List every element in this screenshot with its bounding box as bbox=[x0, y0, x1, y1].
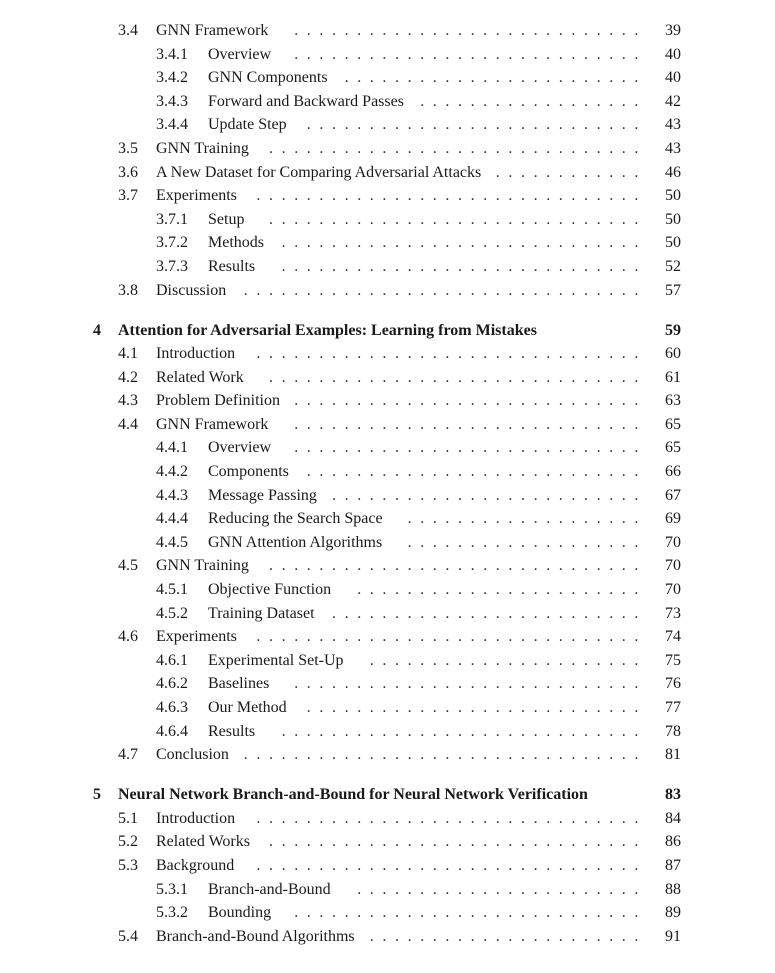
toc-subsection-entry[interactable] bbox=[0, 90, 775, 114]
toc-entry-title: Our Method bbox=[208, 699, 287, 717]
toc-section-entry[interactable] bbox=[0, 19, 775, 43]
toc-entry-title: Overview bbox=[208, 439, 272, 457]
toc-entry-number: 3.5 bbox=[118, 139, 138, 157]
toc-entry-title: GNN Components bbox=[208, 69, 328, 87]
toc-entry-title: GNN Framework bbox=[156, 415, 269, 433]
toc-entry-page: 88 bbox=[665, 880, 681, 898]
dot-leader: ............................... bbox=[256, 187, 647, 205]
toc-entry-number: 5.1 bbox=[118, 809, 138, 827]
toc-entry-page: 67 bbox=[665, 486, 681, 504]
toc-entry-number: 3.7.3 bbox=[156, 257, 188, 275]
toc-section-entry[interactable] bbox=[0, 413, 775, 437]
toc-entry-number: 5 bbox=[93, 786, 101, 804]
toc-entry-title: Experiments bbox=[156, 187, 237, 205]
toc-entry-number: 5.3.1 bbox=[156, 880, 188, 898]
dot-leader: ............................ bbox=[294, 22, 647, 39]
toc-section-entry[interactable] bbox=[0, 925, 775, 949]
toc-section-entry[interactable] bbox=[0, 854, 775, 878]
toc-entry-page: 70 bbox=[665, 557, 681, 575]
toc-entry-page: 91 bbox=[665, 927, 681, 945]
toc-entry-title: Forward and Backward Passes bbox=[208, 92, 404, 110]
toc-entry-number: 3.4.4 bbox=[156, 116, 188, 134]
toc-entry-number: 4.4.2 bbox=[156, 463, 188, 481]
toc-entry-title: Introduction bbox=[156, 345, 236, 363]
toc-entry-title: Bounding bbox=[208, 904, 272, 922]
dot-leader: .................. bbox=[420, 92, 647, 110]
toc-entry-number: 3.8 bbox=[118, 281, 138, 299]
toc-entry-number: 4.5 bbox=[118, 557, 138, 575]
toc-entry-title: Methods bbox=[208, 234, 264, 252]
toc-entry-number: 4.4.5 bbox=[156, 533, 188, 551]
toc-entry-title: Update Step bbox=[208, 116, 287, 134]
dot-leader: ............................ bbox=[294, 904, 647, 922]
toc-section-entry[interactable] bbox=[0, 625, 775, 649]
toc-entry-page: 43 bbox=[665, 139, 681, 157]
toc-subsection-entry[interactable] bbox=[0, 113, 775, 137]
dot-leader: ............................. bbox=[281, 234, 647, 252]
toc-entry-page: 43 bbox=[665, 116, 681, 134]
dot-leader: ........................... bbox=[306, 463, 647, 481]
dot-leader: ...................... bbox=[369, 927, 647, 945]
toc-section-entry[interactable] bbox=[0, 161, 775, 185]
dot-leader: ............................. bbox=[281, 257, 647, 275]
toc-entry-title: Training Dataset bbox=[208, 604, 315, 622]
toc-entry-number: 4.6.3 bbox=[156, 699, 188, 717]
toc-entry-page: 76 bbox=[665, 675, 681, 693]
toc-entry-page: 70 bbox=[665, 581, 681, 599]
toc-entry-title: Problem Definition bbox=[156, 392, 280, 410]
toc-subsection-entry[interactable] bbox=[0, 66, 775, 90]
toc-entry-page: 86 bbox=[665, 833, 681, 851]
toc-subsection-entry[interactable] bbox=[0, 720, 775, 744]
toc-entry-title: Reducing the Search Space bbox=[208, 510, 383, 528]
toc-entry-page: 50 bbox=[665, 234, 681, 252]
dot-leader: ............ bbox=[495, 163, 647, 181]
dot-leader: .............................. bbox=[269, 210, 647, 228]
dot-leader: ................................ bbox=[243, 281, 647, 299]
dot-leader: ................... bbox=[407, 510, 647, 528]
toc-section-entry[interactable] bbox=[0, 830, 775, 854]
toc-entry-title: Experimental Set-Up bbox=[208, 651, 344, 669]
toc-entry-page: 87 bbox=[665, 856, 681, 874]
dot-leader: ........................... bbox=[306, 116, 647, 134]
toc-entry-page: 70 bbox=[665, 533, 681, 551]
toc-entry-page: 40 bbox=[665, 45, 681, 63]
toc-entry-title: Related Work bbox=[156, 368, 244, 386]
toc-entry-title: Conclusion bbox=[156, 746, 229, 764]
toc-subsection-entry[interactable] bbox=[0, 696, 775, 720]
toc-entry-page: 52 bbox=[665, 257, 681, 275]
toc-entry-number: 4.5.2 bbox=[156, 604, 188, 622]
toc-section-entry[interactable] bbox=[0, 279, 775, 303]
toc-entry-title: Message Passing bbox=[208, 486, 317, 504]
toc-entry-page: 60 bbox=[665, 345, 681, 363]
toc-entry-number: 5.2 bbox=[118, 833, 138, 851]
toc-entry-title: Introduction bbox=[156, 809, 236, 827]
dot-leader: ................... bbox=[407, 533, 647, 551]
toc-section-entry[interactable] bbox=[0, 137, 775, 161]
toc-entry-title: Setup bbox=[208, 210, 245, 228]
toc-subsection-entry[interactable] bbox=[0, 649, 775, 673]
dot-leader: .............................. bbox=[269, 557, 647, 575]
toc-entry-page: 50 bbox=[665, 187, 681, 205]
dot-leader: .............................. bbox=[269, 833, 647, 851]
toc-entry-page: 40 bbox=[665, 69, 681, 87]
dot-leader: ............................... bbox=[256, 809, 647, 827]
toc-entry-page: 61 bbox=[665, 368, 681, 386]
toc-subsection-entry[interactable] bbox=[0, 531, 775, 555]
toc-entry-number: 4 bbox=[93, 321, 101, 339]
toc-entry-number: 3.4.2 bbox=[156, 69, 188, 87]
toc-entry-page: 42 bbox=[665, 92, 681, 110]
toc-entry-title: Baselines bbox=[208, 675, 270, 693]
toc-entry-number: 3.4.3 bbox=[156, 92, 188, 110]
toc-entry-page: 59 bbox=[665, 321, 681, 339]
dot-leader: ........................... bbox=[306, 699, 647, 717]
toc-chapter-entry[interactable] bbox=[0, 319, 775, 343]
toc-entry-title: Results bbox=[208, 257, 256, 275]
toc-entry-title: Results bbox=[208, 722, 256, 740]
toc-subsection-entry[interactable] bbox=[0, 484, 775, 508]
toc-entry-number: 3.7.2 bbox=[156, 234, 188, 252]
toc-entry-title: Neural Network Branch-and-Bound for Neural Network Verification bbox=[118, 786, 588, 804]
dot-leader: .............................. bbox=[269, 368, 647, 386]
toc-entry-number: 4.5.1 bbox=[156, 581, 188, 599]
toc-entry-title: GNN Training bbox=[156, 557, 249, 575]
dot-leader: ............................ bbox=[294, 415, 647, 433]
toc-section-entry[interactable] bbox=[0, 366, 775, 390]
dot-leader: ....................... bbox=[357, 880, 647, 898]
toc-chapter-entry[interactable] bbox=[0, 783, 775, 807]
toc-entry-title: Branch-and-Bound Algorithms bbox=[156, 927, 355, 945]
toc-entry-page: 50 bbox=[665, 210, 681, 228]
toc-entry-page: 75 bbox=[665, 651, 681, 669]
toc-entry-page: 66 bbox=[665, 463, 681, 481]
dot-leader: ......................... bbox=[332, 604, 647, 622]
toc-entry-title: Overview bbox=[208, 45, 272, 63]
toc-section-entry[interactable] bbox=[0, 554, 775, 578]
toc-entry-title: GNN Training bbox=[156, 139, 249, 157]
toc-section-entry[interactable] bbox=[0, 389, 775, 413]
toc-entry-number: 4.4.3 bbox=[156, 486, 188, 504]
toc-entry-number: 3.4 bbox=[118, 22, 138, 39]
toc-entry-title: GNN Framework bbox=[156, 22, 269, 39]
toc-entry-number: 4.6 bbox=[118, 628, 138, 646]
toc-entry-number: 4.1 bbox=[118, 345, 138, 363]
toc-entry-number: 4.3 bbox=[118, 392, 138, 410]
dot-leader: .............................. bbox=[269, 139, 647, 157]
dot-leader: ............................... bbox=[256, 856, 647, 874]
toc-entry-page: 74 bbox=[665, 628, 681, 646]
toc-entry-title: Attention for Adversarial Examples: Learning from Mistakes bbox=[118, 321, 537, 339]
toc-entry-number: 4.2 bbox=[118, 368, 138, 386]
toc-subsection-entry[interactable] bbox=[0, 436, 775, 460]
toc-subsection-entry[interactable] bbox=[0, 460, 775, 484]
toc-entry-page: 73 bbox=[665, 604, 681, 622]
toc-entry-title: Components bbox=[208, 463, 289, 481]
toc-entry-title: Related Works bbox=[156, 833, 250, 851]
toc-subsection-entry[interactable] bbox=[0, 208, 775, 232]
dot-leader: ............................... bbox=[256, 345, 647, 363]
toc-entry-number: 4.6.2 bbox=[156, 675, 188, 693]
dot-leader: ........................ bbox=[344, 69, 647, 87]
toc-entry-number: 3.4.1 bbox=[156, 45, 188, 63]
toc-subsection-entry[interactable] bbox=[0, 672, 775, 696]
dot-leader: ................................ bbox=[243, 746, 647, 764]
toc-entry-title: Experiments bbox=[156, 628, 237, 646]
toc-entry-number: 4.6.1 bbox=[156, 651, 188, 669]
toc-entry-number: 3.7.1 bbox=[156, 210, 188, 228]
toc-entry-page: 65 bbox=[665, 415, 681, 433]
toc-entry-number: 5.3 bbox=[118, 856, 138, 874]
toc-entry-number: 4.7 bbox=[118, 746, 138, 764]
dot-leader: ...................... bbox=[369, 651, 647, 669]
toc-entry-page: 69 bbox=[665, 510, 681, 528]
toc-entry-page: 89 bbox=[665, 904, 681, 922]
toc-section-entry[interactable] bbox=[0, 743, 775, 767]
dot-leader: ............................ bbox=[294, 45, 647, 63]
toc-entry-page: 78 bbox=[665, 722, 681, 740]
toc-entry-title: A New Dataset for Comparing Adversarial Attacks bbox=[156, 163, 482, 181]
toc-subsection-entry[interactable] bbox=[0, 231, 775, 255]
dot-leader: ............................ bbox=[294, 675, 647, 693]
toc-subsection-entry[interactable] bbox=[0, 507, 775, 531]
toc-subsection-entry[interactable] bbox=[0, 43, 775, 67]
dot-leader: ............................ bbox=[294, 439, 647, 457]
dot-leader: ......................... bbox=[332, 486, 647, 504]
dot-leader: ............................... bbox=[256, 628, 647, 646]
toc-entry-number: 5.4 bbox=[118, 927, 138, 945]
toc-entry-title: Discussion bbox=[156, 281, 227, 299]
dot-leader: ............................. bbox=[281, 722, 647, 740]
toc-entry-title: Objective Function bbox=[208, 581, 332, 599]
toc-entry-page: 39 bbox=[665, 22, 681, 39]
toc-entry-page: 63 bbox=[665, 392, 681, 410]
toc-entry-page: 57 bbox=[665, 281, 681, 299]
toc-entry-page: 46 bbox=[665, 163, 681, 181]
toc-entry-title: Branch-and-Bound bbox=[208, 880, 331, 898]
toc-entry-number: 5.3.2 bbox=[156, 904, 188, 922]
dot-leader: ....................... bbox=[357, 581, 647, 599]
toc-entry-page: 65 bbox=[665, 439, 681, 457]
toc-subsection-entry[interactable] bbox=[0, 878, 775, 902]
dot-leader: ............................ bbox=[294, 392, 647, 410]
toc-entry-title: GNN Attention Algorithms bbox=[208, 533, 383, 551]
table-of-contents bbox=[0, 19, 775, 948]
toc-entry-page: 84 bbox=[665, 809, 681, 827]
toc-entry-page: 81 bbox=[665, 746, 681, 764]
toc-entry-number: 4.4 bbox=[118, 415, 138, 433]
toc-entry-number: 4.6.4 bbox=[156, 722, 188, 740]
toc-section-entry[interactable] bbox=[0, 342, 775, 366]
toc-subsection-entry[interactable] bbox=[0, 602, 775, 626]
toc-entry-number: 4.4.4 bbox=[156, 510, 188, 528]
toc-subsection-entry[interactable] bbox=[0, 255, 775, 279]
toc-entry-number: 3.7 bbox=[118, 187, 138, 205]
toc-entry-page: 77 bbox=[665, 699, 681, 717]
toc-subsection-entry[interactable] bbox=[0, 901, 775, 925]
toc-entry-page: 83 bbox=[665, 786, 681, 804]
toc-entry-title: Background bbox=[156, 856, 235, 874]
toc-subsection-entry[interactable] bbox=[0, 578, 775, 602]
toc-entry-number: 3.6 bbox=[118, 163, 138, 181]
toc-entry-number: 4.4.1 bbox=[156, 439, 188, 457]
toc-section-entry[interactable] bbox=[0, 807, 775, 831]
toc-section-entry[interactable] bbox=[0, 184, 775, 208]
